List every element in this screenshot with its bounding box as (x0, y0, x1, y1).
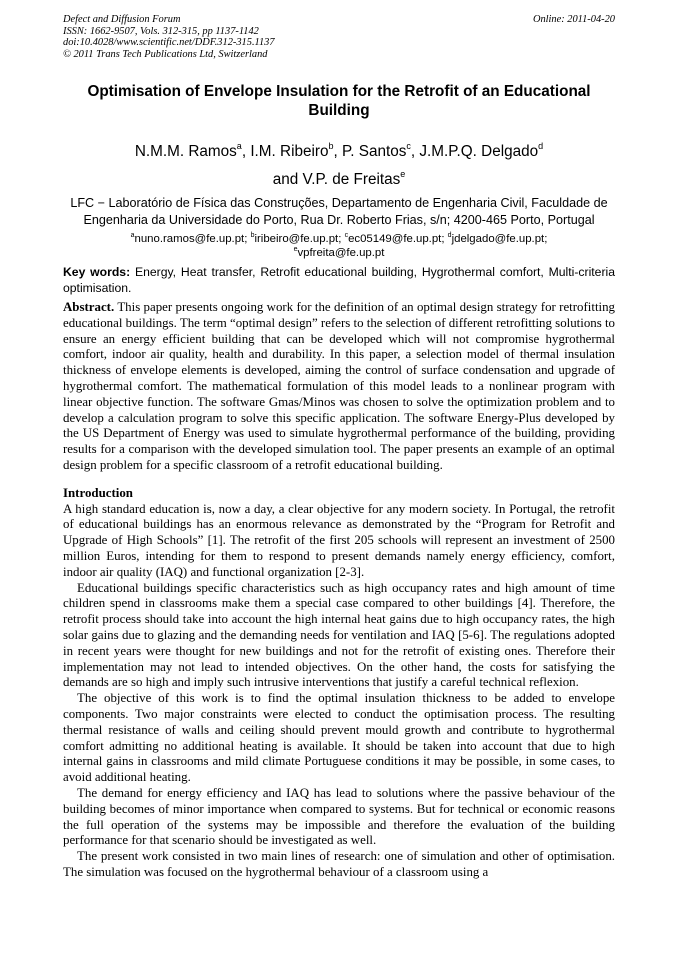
online-date: Online: 2011-04-20 (532, 14, 615, 25)
abstract-label: Abstract. (63, 300, 115, 314)
author-superscript: d (538, 141, 544, 151)
author-name: P. Santos (342, 143, 407, 160)
paragraph: The objective of this work is to find the optimal insulation thickness to be added to envelope components. Two major constraints were elected to conduct the optimisation process. The resulting thermal resistance of walls and ceiling should prevent mould growth and contribute to hygrothermal comfort admitting no additional heating is available. It should be taken into account that due to high internal gains in classrooms and mild climate Portuguese conditions it may be possible, in some cases, to avoid additional heating. (63, 691, 615, 785)
paragraph: The demand for energy efficiency and IAQ has lead to solutions where the passive behaviour of the building becomes of minor importance when compared to systems. But for technical or economic reasons the full operation of the systems may be impossible and therefore the evaluation of the building performance for that scenario should be investigated as well. (63, 785, 615, 848)
email-address[interactable]: iribeiro@fe.up.pt; (254, 233, 342, 245)
author-superscript: a (236, 141, 242, 151)
keywords-text: Energy, Heat transfer, Retrofit educational building, Hygrothermal comfort, Multi-criteria optimisation. (63, 265, 615, 295)
doi-line: doi:10.4028/www.scientific.net/DDF.312-315.1137 (63, 37, 275, 49)
abstract (63, 300, 615, 474)
email-superscript: a (130, 232, 135, 239)
email-address[interactable]: vpfreita@fe.up.pt (297, 247, 385, 259)
paragraph: A high standard education is, now a day, a clear objective for any modern society. In Portugal, the retrofit of educational buildings has an enormous relevance as demonstrated by the “Program for Retrofit and Upgrade of High Schools” [1]. The retrofit of the first 205 schools will represent an investment of 2500 million Euros, intending for them to respond to present demands namely energy efficiency, comfort, indoor air quality (IAQ) and functional organization [2-3]. (63, 501, 615, 579)
copyright-line: © 2011 Trans Tech Publications Ltd, Switzerland (63, 48, 268, 60)
author-superscript: e (400, 169, 406, 179)
paper-body (63, 300, 615, 881)
author-name: V.P. de Freitas (302, 171, 401, 188)
paragraph: The present work consisted in two main lines of research: one of simulation and other of optimisation. The simulation was focused on the hygrothermal behaviour of a classroom using a (63, 849, 615, 879)
author-name: I.M. Ribeiro (250, 143, 329, 160)
paragraph: Educational buildings specific characteristics such as high occupancy rates and high amount of time children spend in classrooms make them a special case compared to other buildings [4]. Therefore, the retrofit process should take into account the high internal heat gains due to high occupancy rates, the high solar gains due to glazing and the demanding needs for ventilation and IAQ [5-6]. The regulations adopted in recent years were thought for new buildings and not for the retrofit of existing ones. Therefore their implementation may not lead to intended objectives. On the other hand, the costs for satisfying the demands are so high and imply such intrusive interventions that justify a careful technical reflexion. (63, 580, 615, 690)
issn-line: ISSN: 1662-9507, Vols. 312-315, pp 1137-1142 (63, 25, 259, 37)
email-superscript: c (344, 232, 349, 239)
abstract-text: This paper presents ongoing work for the definition of an optimal design strategy for retrofitting educational buildings. The term “optimal design” refers to the selection of different retrofitting solutions to ensure an energy efficient building that can be developed which will not compromise hygrothermal comfort, indoor air quality, health and durability. In this paper, a selection model of thermal insulation thickness of envelope elements is developed, aiming the control of surface condensation and upgrade of hygrothermal comfort. The mathematical formulation of this model leads to a nonlinear program with linear objective function. The software Gmas/Minos was chosen to solve the optimization problem and to develop a calculation program to solve this specific application. The software Energy-Plus developed by the US Department of Energy was used to simulate hygrothermal performance of the building, providing results for a comparison with the developed simulation tool. The paper presents an example of an optimal design problem for a specific classroom of a retrofit educational building. (63, 300, 615, 472)
author-conjunction: and (272, 171, 299, 188)
author-name: J.M.P.Q. Delgado (419, 143, 539, 160)
email-superscript: e (293, 246, 298, 253)
journal-name: Defect and Diffusion Forum (63, 14, 181, 25)
keywords (63, 265, 615, 296)
author-superscript: c (406, 141, 411, 151)
email-address[interactable]: ec05149@fe.up.pt; (348, 233, 445, 245)
paper-title: Optimisation of Envelope Insulation for the Retrofit of an Educational Building (87, 83, 591, 119)
keywords-label: Key words: (63, 265, 131, 279)
journal-header (63, 14, 615, 60)
email-list (63, 232, 615, 260)
email-address[interactable]: nuno.ramos@fe.up.pt; (134, 233, 248, 245)
section-heading-introduction: Introduction (63, 485, 133, 500)
email-superscript: d (447, 232, 452, 239)
author-list: N.M.M. Ramos$^a$, I.M. Ribeiro$^b$, P. Santos$^c$, J.M.P.Q. Delgado$^d$ and V.P. de Freitas$^e$ (134, 141, 544, 188)
author-superscript: b (328, 141, 334, 151)
author-name: N.M.M. Ramos (134, 143, 237, 160)
affiliation: LFC − Laboratório de Física das Construções, Departamento de Engenharia Civil, Faculdade de Engenharia da Universidade do Porto, Rua Dr. Roberto Frias, s/n; 4200-465 Porto, Portugal (70, 196, 608, 227)
email-superscript: b (250, 232, 255, 239)
email-address[interactable]: jdelgado@fe.up.pt; (451, 233, 548, 245)
